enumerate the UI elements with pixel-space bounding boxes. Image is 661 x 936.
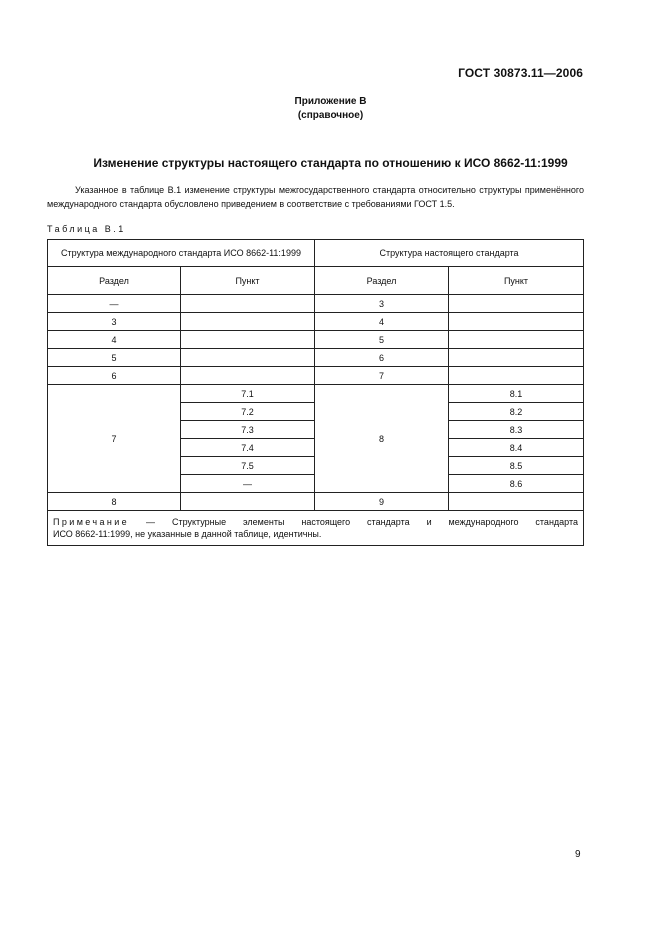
col-header-item-left: Пункт (181, 267, 315, 295)
cell-item-left (181, 367, 315, 385)
cell-section-right: 7 (315, 367, 449, 385)
table-row (48, 493, 584, 511)
cell-item-right (449, 331, 584, 349)
note-line-2: ИСО 8662-11:1999, не указанные в данной таблице, идентичны. (53, 529, 322, 539)
cell-item-left (181, 493, 315, 511)
document-code: ГОСТ 30873.11—2006 (458, 66, 583, 80)
appendix-title: Приложение В (294, 96, 367, 107)
cell-section-left: 3 (48, 313, 181, 331)
cell-item-right (449, 295, 584, 313)
cell-section-left: 8 (48, 493, 181, 511)
table-row (48, 331, 584, 349)
note-lead: Примечание (53, 517, 130, 527)
cell-section-left: 6 (48, 367, 181, 385)
table-caption: Таблица В.1 (47, 224, 126, 234)
col-header-item-right: Пункт (449, 267, 584, 295)
cell-item-left: 7.1 (181, 385, 315, 403)
cell-section-right: 5 (315, 331, 449, 349)
table-group-header-row (48, 240, 584, 267)
cell-item-left (181, 349, 315, 367)
col-header-section-left: Раздел (48, 267, 181, 295)
cell-section-right-merged: 8 (315, 385, 449, 493)
cell-item-right: 8.2 (449, 403, 584, 421)
note-line-1 (53, 516, 578, 528)
cell-item-left (181, 313, 315, 331)
cell-item-right (449, 349, 584, 367)
table-row (48, 349, 584, 367)
appendix-subtitle: (справочное) (297, 110, 364, 121)
table-column-header-row (48, 267, 584, 295)
cell-item-left: — (181, 475, 315, 493)
col-header-section-right: Раздел (315, 267, 449, 295)
intro-paragraph: Указанное в таблице В.1 изменение структуры межгосударственного стандарта относительно структуры применённого международного стандарта обусловлено приведением в соответствие с требованиями ГОСТ 1.5. (47, 185, 584, 209)
cell-item-right: 8.5 (449, 457, 584, 475)
table-note (48, 511, 584, 546)
cell-item-right: 8.3 (449, 421, 584, 439)
table-row (48, 367, 584, 385)
cell-item-left: 7.2 (181, 403, 315, 421)
section-heading: Изменение структуры настоящего стандарта по отношению к ИСО 8662-11:1999 (93, 156, 568, 170)
group-header-international: Структура международного стандарта ИСО 8662-11:1999 (48, 240, 315, 267)
cell-item-right (449, 367, 584, 385)
cell-item-right: 8.6 (449, 475, 584, 493)
appendix-title-block (0, 95, 661, 123)
cell-item-right (449, 493, 584, 511)
table-row (48, 295, 584, 313)
cell-section-left: — (48, 295, 181, 313)
cell-section-right: 6 (315, 349, 449, 367)
structure-comparison-table (47, 239, 584, 546)
table-note-row (48, 511, 584, 546)
cell-item-left: 7.5 (181, 457, 315, 475)
cell-section-left: 4 (48, 331, 181, 349)
page-number: 9 (575, 849, 581, 860)
group-header-current: Структура настоящего стандарта (315, 240, 584, 267)
table-row (48, 385, 584, 403)
cell-section-left-merged: 7 (48, 385, 181, 493)
cell-section-right: 4 (315, 313, 449, 331)
cell-section-right: 9 (315, 493, 449, 511)
cell-item-left: 7.4 (181, 439, 315, 457)
cell-item-left (181, 331, 315, 349)
cell-item-left: 7.3 (181, 421, 315, 439)
note-text-1: — Структурные элементы настоящего стандарта и международного стандарта (146, 517, 579, 527)
cell-item-left (181, 295, 315, 313)
cell-section-left: 5 (48, 349, 181, 367)
table-row (48, 313, 584, 331)
cell-item-right (449, 313, 584, 331)
cell-section-right: 3 (315, 295, 449, 313)
cell-item-right: 8.4 (449, 439, 584, 457)
cell-item-right: 8.1 (449, 385, 584, 403)
